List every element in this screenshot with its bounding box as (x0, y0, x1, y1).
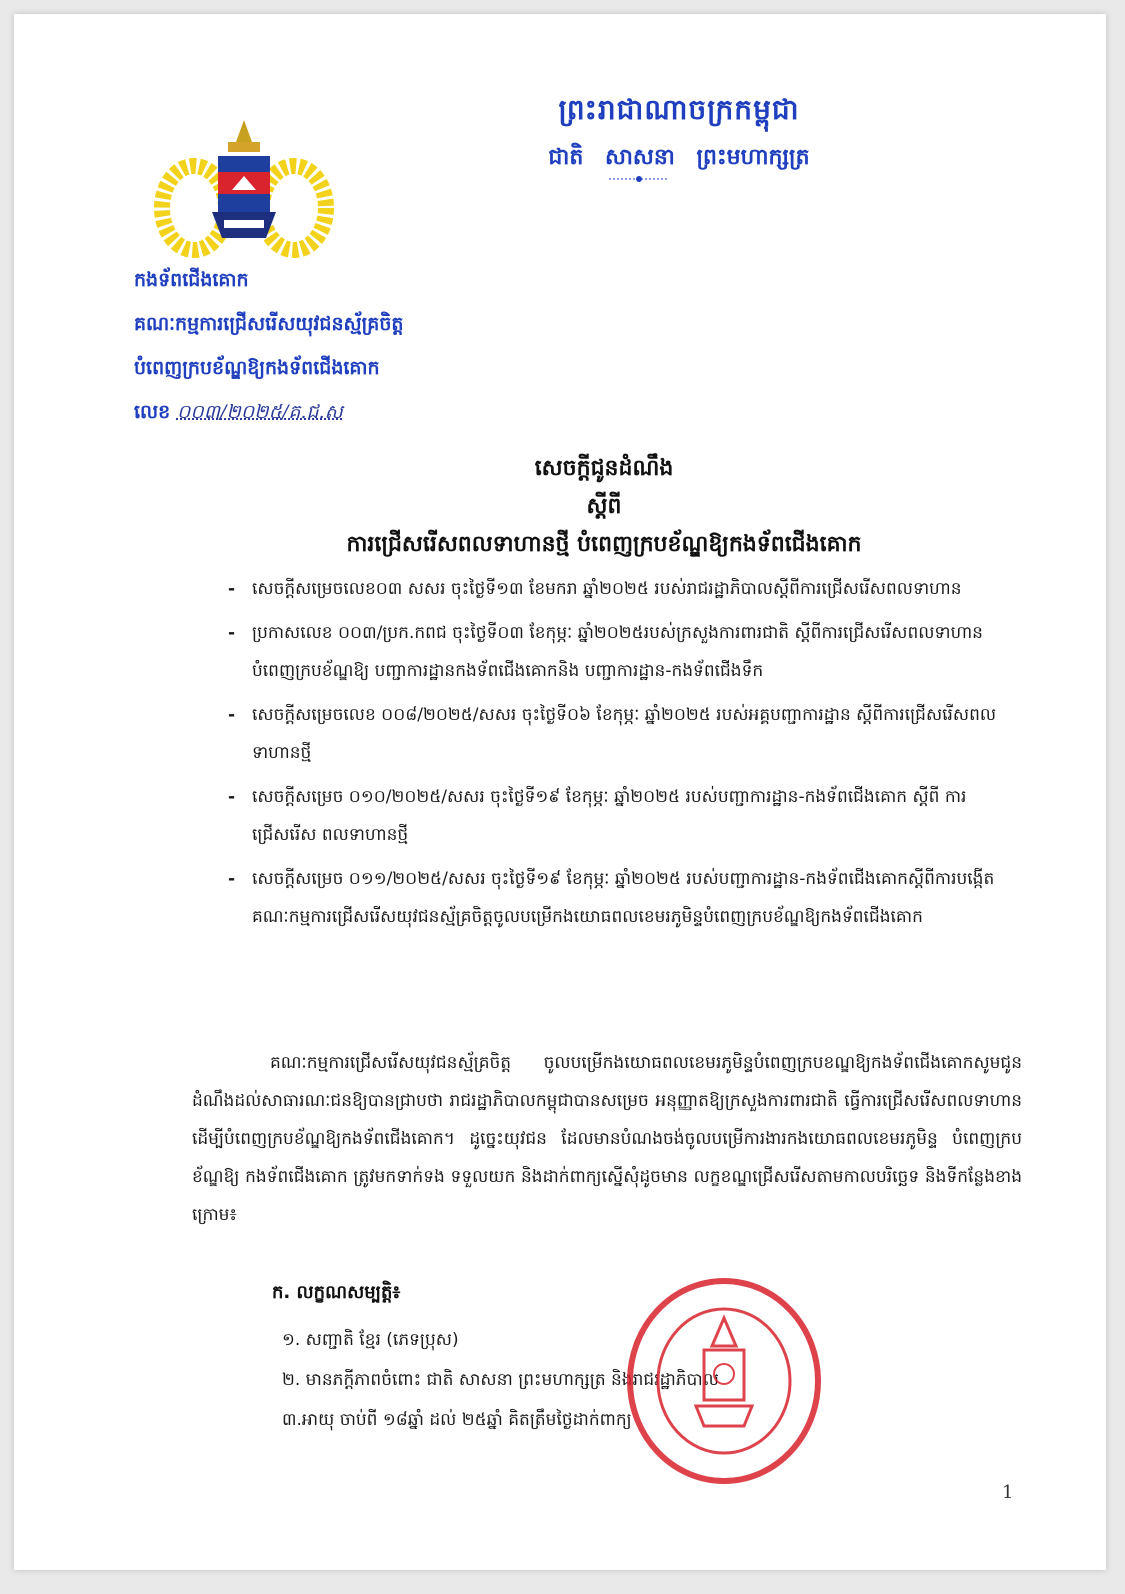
sender-committee: គណៈកម្មការជ្រើសរើសយុវជនស្ម័គ្រចិត្ត (134, 313, 404, 335)
reference-item: - សេចក្តីសម្រេចលេខ ០០៨/២០២៥/សសរ ចុះថ្ងៃទី០៦ ខែកុម្ភៈ ឆ្នាំ២០២៥ របស់អគ្គបញ្ជាការដ្ឋាន ស្តីពីការជ្រើសរើសពលទាហានថ្មី (226, 696, 1026, 772)
reference-item: - ប្រកាសលេខ ០០៣/ប្រក.កពជ ចុះថ្ងៃទី០៣ ខែកុម្ភៈ ឆ្នាំ២០២៥របស់ក្រសួងការពារជាតិ ស្តីពីការជ្រើសរើសពលទាហាន បំពេញក្របខ័ណ្ឌឱ្យ បញ្ជាការដ្ឋានកងទ័ពជើងគោកនិង បញ្ជាការដ្ឋាន-កងទ័ពជើងទឹក (226, 614, 1026, 690)
reference-value: ០០៣/២០២៥/គ.ជ.ស (176, 401, 343, 423)
army-emblem-logo (154, 120, 334, 260)
sender-purpose: បំពេញក្របខ័ណ្ឌឱ្យកងទ័ពជើងគោក (134, 357, 380, 379)
ornament-divider-icon (609, 174, 669, 184)
page-number: 1 (1002, 1482, 1014, 1503)
reference-label: លេខ (134, 401, 171, 423)
reference-item: - សេចក្តីសម្រេចលេខ០៣ សសរ ចុះថ្ងៃទី១៣ ខែមករា ឆ្នាំ២០២៥ របស់រាជរដ្ឋាភិបាលស្តីពីការជ្រើសរើសពលទាហាន (226, 570, 1026, 608)
sender-block (134, 258, 403, 434)
qualification-item: ១. សញ្ជាតិ ខ្មែរ (ភេទប្រុស) (282, 1330, 459, 1350)
official-seal-stamp (624, 1276, 824, 1486)
qualification-item: ៣.អាយុ ចាប់ពី ១៨ឆ្នាំ ដល់ ២៥ឆ្នាំ គិតត្រឹមថ្ងៃដាក់ពាក្យ (282, 1410, 632, 1430)
title-line-2: ស្តីពី (586, 494, 622, 519)
notice-title (194, 454, 1014, 562)
document-page (14, 14, 1106, 1570)
kingdom-header (484, 92, 874, 175)
national-motto: ជាតិ សាសនា ព្រះមហាក្សត្រ (548, 144, 810, 170)
reference-item: - សេចក្តីសម្រេច ០១០/២០២៥/សសរ ចុះថ្ងៃទី១៩ ខែកុម្ភៈ ឆ្នាំ២០២៥ របស់បញ្ជាការដ្ឋាន-កងទ័ពជើងគោក ស្តីពី ការជ្រើសរើស ពលទាហានថ្មី (226, 778, 1026, 854)
title-line-1: សេចក្តីជូនដំណឹង (534, 456, 674, 481)
sender-unit: កងទ័ពជើងគោក (134, 269, 249, 291)
qualifications-heading: ក. លក្ខណសម្បត្តិ៖ (272, 1282, 401, 1303)
qualification-item: ២. មានភក្តីភាពចំពោះ ជាតិ សាសនា ព្រះមហាក្សត្រ និងរាជរដ្ឋាភិបាល (282, 1370, 719, 1390)
kingdom-title: ព្រះរាជាណាចក្រកម្ពុជា (558, 93, 800, 126)
reference-item: - សេចក្តីសម្រេច ០១១/២០២៥/សសរ ចុះថ្ងៃទី១៩ ខែកុម្ភៈ ឆ្នាំ២០២៥ របស់បញ្ជាការដ្ឋាន-កងទ័ពជើងគោកស្តីពីការបង្កើតគណៈកម្មការជ្រើសរើសយុវជនស្ម័គ្រចិត្តចូលបម្រើកងយោធពលខេមរភូមិន្ទបំពេញក្របខ័ណ្ឌឱ្យកងទ័ពជើងគោក (226, 860, 1026, 936)
reference-number (134, 390, 403, 434)
reference-list (226, 570, 1026, 942)
body-paragraph: គណៈកម្មការជ្រើសរើសយុវជនស្ម័គ្រចិត្ត ចូលបម្រើកងយោធពលខេមរភូមិន្ទបំពេញក្របខណ្ឌឱ្យកងទ័ពជើងគោកសូមជូនដំណឹងដល់សាធារណៈជនឱ្យបានជ្រាបថា រាជរដ្ឋាភិបាលកម្ពុជាបានសម្រេច អនុញ្ញាតឱ្យក្រសួងការពារជាតិ ធ្វើការជ្រើសរើសពលទាហាន ដើម្បីបំពេញក្របខ័ណ្ឌឱ្យកងទ័ពជើងគោក។ ដូច្នេះយុវជន ដែលមានបំណងចង់ចូលបម្រើការងារកងយោធពលខេមរភូមិន្ទ បំពេញក្របខ័ណ្ឌឱ្យ កងទ័ពជើងគោក ត្រូវមកទាក់ទង ទទួលយក និងដាក់ពាក្យស្នើសុំដូចមាន លក្ខខណ្ឌជ្រើសរើសតាមកាលបរិច្ឆេទ និងទីកន្លែងខាងក្រោម៖ (192, 1053, 1022, 1225)
title-line-3: ការជ្រើសរើសពលទាហានថ្មី បំពេញក្របខ័ណ្ឌឱ្យកងទ័ពជើងគោក (346, 532, 862, 557)
